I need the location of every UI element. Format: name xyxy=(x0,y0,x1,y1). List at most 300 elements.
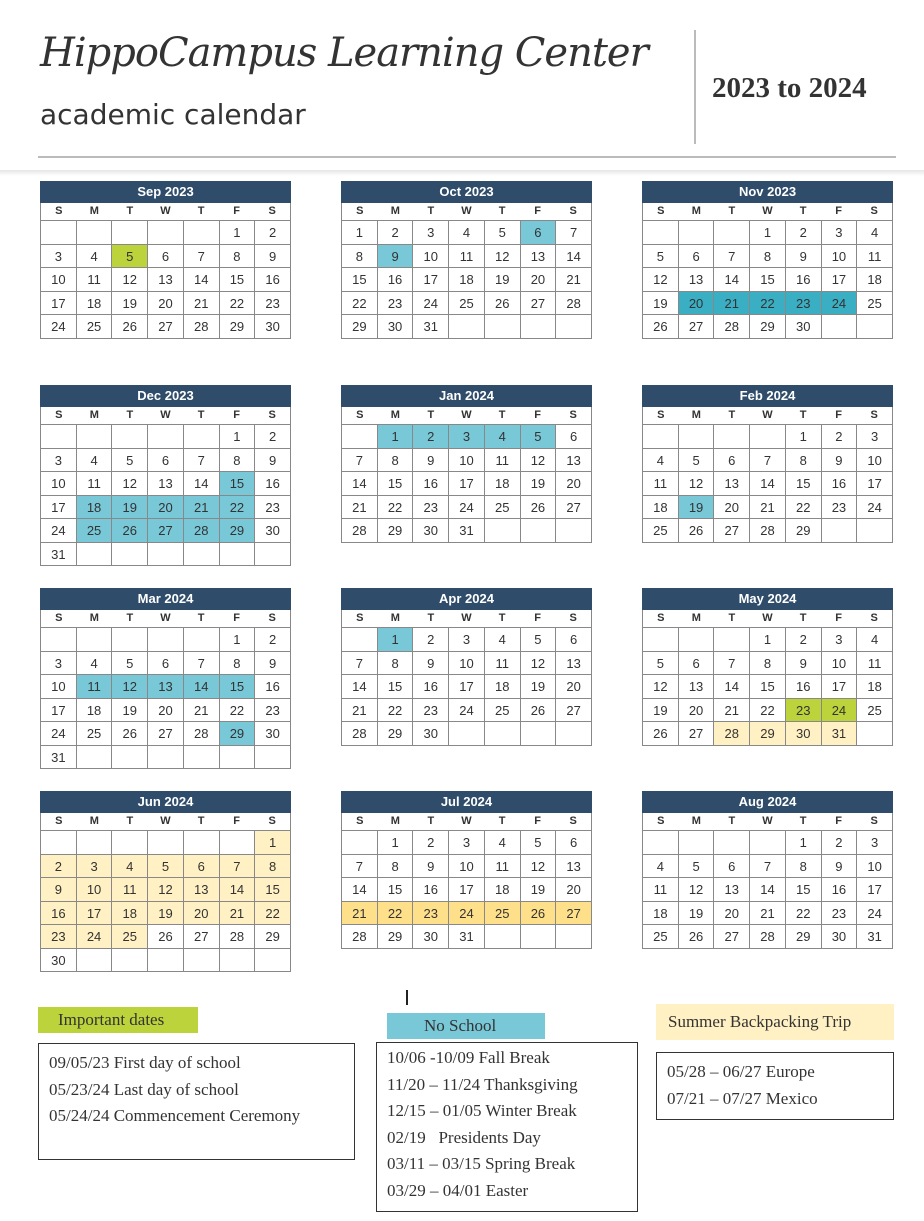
day-cell: 27 xyxy=(148,519,184,543)
empty-day-cell xyxy=(750,425,786,449)
day-cell: 12 xyxy=(485,245,521,269)
day-cell: 26 xyxy=(521,699,557,723)
day-cell: 26 xyxy=(521,496,557,520)
empty-day-cell xyxy=(220,949,256,973)
day-cell: 22 xyxy=(220,292,256,316)
day-cell: 24 xyxy=(41,519,77,543)
day-cell: 4 xyxy=(485,628,521,652)
day-cell: 16 xyxy=(413,472,449,496)
empty-day-cell xyxy=(148,221,184,245)
day-cell: 10 xyxy=(413,245,449,269)
day-cell: 24 xyxy=(449,902,485,926)
day-cell: 12 xyxy=(148,878,184,902)
empty-day-cell xyxy=(857,519,893,543)
day-cell: 28 xyxy=(184,315,220,339)
day-cell: 29 xyxy=(786,925,822,949)
day-cell: 24 xyxy=(41,315,77,339)
day-cell: 31 xyxy=(41,543,77,567)
month-calendar xyxy=(341,791,592,949)
day-cell: 18 xyxy=(485,675,521,699)
weekday-label: T xyxy=(498,205,506,217)
weekday-label: T xyxy=(498,409,506,421)
weekday-label: S xyxy=(569,612,577,624)
day-cell: 20 xyxy=(556,878,592,902)
day-cell: 27 xyxy=(184,925,220,949)
day-cell: 10 xyxy=(857,449,893,473)
day-cell: 3 xyxy=(413,221,449,245)
empty-day-cell xyxy=(148,628,184,652)
weekday-label: W xyxy=(160,815,171,827)
day-cell: 20 xyxy=(556,675,592,699)
day-cell: 20 xyxy=(679,699,715,723)
empty-day-cell xyxy=(112,543,148,567)
day-cell: 27 xyxy=(556,699,592,723)
day-cell: 5 xyxy=(521,425,557,449)
day-cell: 5 xyxy=(679,449,715,473)
weekday-label: S xyxy=(268,815,276,827)
day-cell: 2 xyxy=(822,831,858,855)
month-title: Nov 2023 xyxy=(642,181,893,203)
day-cell: 8 xyxy=(378,449,414,473)
weekday-label: M xyxy=(390,815,400,827)
day-cell: 22 xyxy=(378,902,414,926)
day-cell: 30 xyxy=(255,519,291,543)
day-grid xyxy=(341,830,592,949)
month-calendar xyxy=(40,385,291,566)
weekday-label: M xyxy=(89,612,99,624)
day-cell: 4 xyxy=(449,221,485,245)
day-cell: 20 xyxy=(148,292,184,316)
day-cell: 2 xyxy=(255,425,291,449)
day-cell: 24 xyxy=(77,925,113,949)
day-cell: 11 xyxy=(485,855,521,879)
empty-day-cell xyxy=(77,831,113,855)
legend-summer-item: 07/21 – 07/27 Mexico xyxy=(667,1088,818,1108)
empty-day-cell xyxy=(148,949,184,973)
day-cell: 31 xyxy=(449,519,485,543)
day-cell: 22 xyxy=(750,699,786,723)
day-cell: 29 xyxy=(786,519,822,543)
weekday-label: F xyxy=(835,409,842,421)
day-cell: 9 xyxy=(822,855,858,879)
day-cell: 29 xyxy=(220,315,256,339)
weekday-label: W xyxy=(461,205,472,217)
day-cell: 5 xyxy=(148,855,184,879)
day-cell: 2 xyxy=(786,628,822,652)
day-cell: 22 xyxy=(255,902,291,926)
day-cell: 26 xyxy=(679,925,715,949)
day-cell: 5 xyxy=(643,652,679,676)
day-cell: 7 xyxy=(750,855,786,879)
day-cell: 6 xyxy=(556,425,592,449)
day-cell: 19 xyxy=(643,699,679,723)
weekday-header xyxy=(40,610,291,627)
day-cell: 22 xyxy=(342,292,378,316)
day-cell: 19 xyxy=(112,496,148,520)
day-cell: 21 xyxy=(220,902,256,926)
day-cell: 11 xyxy=(77,675,113,699)
day-cell: 28 xyxy=(342,925,378,949)
day-cell: 26 xyxy=(148,925,184,949)
empty-day-cell xyxy=(714,628,750,652)
day-cell: 3 xyxy=(41,245,77,269)
day-cell: 9 xyxy=(41,878,77,902)
day-cell: 17 xyxy=(41,292,77,316)
day-cell: 14 xyxy=(184,268,220,292)
weekday-label: S xyxy=(569,815,577,827)
weekday-label: S xyxy=(356,205,364,217)
day-cell: 10 xyxy=(41,268,77,292)
day-cell: 3 xyxy=(449,831,485,855)
day-cell: 25 xyxy=(449,292,485,316)
legend-no-school-item: 10/06 -10/09 Fall Break xyxy=(387,1048,550,1067)
day-cell: 26 xyxy=(112,722,148,746)
day-cell: 4 xyxy=(857,221,893,245)
day-cell: 11 xyxy=(857,245,893,269)
day-cell: 6 xyxy=(679,652,715,676)
day-cell: 7 xyxy=(750,449,786,473)
legend-important-item: 05/24/24 Commencement Ceremony xyxy=(49,1106,301,1125)
day-cell: 22 xyxy=(220,496,256,520)
empty-day-cell xyxy=(41,831,77,855)
empty-day-cell xyxy=(184,949,220,973)
day-cell: 15 xyxy=(378,472,414,496)
header-shadow xyxy=(0,170,924,176)
day-cell: 3 xyxy=(449,425,485,449)
day-cell: 28 xyxy=(556,292,592,316)
day-cell: 8 xyxy=(220,449,256,473)
empty-day-cell xyxy=(41,628,77,652)
day-cell: 23 xyxy=(413,699,449,723)
day-cell: 22 xyxy=(378,496,414,520)
day-cell: 1 xyxy=(220,628,256,652)
day-cell: 1 xyxy=(378,425,414,449)
day-cell: 17 xyxy=(41,699,77,723)
day-cell: 12 xyxy=(521,449,557,473)
day-cell: 2 xyxy=(413,831,449,855)
day-grid xyxy=(40,424,291,566)
legend-no-school-item: 12/15 – 01/05 Winter Break xyxy=(387,1101,577,1120)
day-cell: 10 xyxy=(41,675,77,699)
day-cell: 6 xyxy=(556,628,592,652)
day-cell: 27 xyxy=(714,519,750,543)
day-cell: 8 xyxy=(750,652,786,676)
day-cell: 4 xyxy=(112,855,148,879)
day-cell: 19 xyxy=(643,292,679,316)
weekday-label: M xyxy=(390,205,400,217)
empty-day-cell xyxy=(184,831,220,855)
weekday-label: M xyxy=(89,205,99,217)
weekday-label: F xyxy=(233,612,240,624)
weekday-label: S xyxy=(268,205,276,217)
day-cell: 26 xyxy=(643,315,679,339)
weekday-header xyxy=(40,407,291,424)
day-cell: 29 xyxy=(220,722,256,746)
weekday-label: S xyxy=(870,612,878,624)
day-cell: 21 xyxy=(714,699,750,723)
weekday-label: T xyxy=(728,205,736,217)
day-cell: 17 xyxy=(449,472,485,496)
day-cell: 22 xyxy=(378,699,414,723)
day-cell: 19 xyxy=(112,292,148,316)
day-cell: 26 xyxy=(485,292,521,316)
day-cell: 25 xyxy=(112,925,148,949)
weekday-label: M xyxy=(89,815,99,827)
day-cell: 13 xyxy=(556,652,592,676)
day-cell: 25 xyxy=(857,699,893,723)
day-cell: 17 xyxy=(822,675,858,699)
day-cell: 24 xyxy=(449,699,485,723)
legend-no-school-item: 03/29 – 04/01 Easter xyxy=(387,1180,529,1200)
day-cell: 8 xyxy=(378,855,414,879)
day-cell: 26 xyxy=(679,519,715,543)
weekday-label: M xyxy=(691,205,701,217)
weekday-header xyxy=(341,407,592,424)
weekday-label: S xyxy=(657,409,665,421)
day-cell: 1 xyxy=(220,425,256,449)
empty-day-cell xyxy=(485,925,521,949)
day-cell: 14 xyxy=(750,472,786,496)
weekday-label: T xyxy=(498,612,506,624)
day-cell: 11 xyxy=(449,245,485,269)
day-cell: 23 xyxy=(413,496,449,520)
day-cell: 7 xyxy=(342,855,378,879)
day-cell: 14 xyxy=(750,878,786,902)
weekday-label: T xyxy=(126,612,134,624)
empty-day-cell xyxy=(714,831,750,855)
day-cell: 24 xyxy=(413,292,449,316)
day-cell: 25 xyxy=(485,699,521,723)
empty-day-cell xyxy=(521,315,557,339)
day-cell: 23 xyxy=(822,496,858,520)
weekday-label: F xyxy=(233,409,240,421)
day-cell: 9 xyxy=(786,245,822,269)
empty-day-cell xyxy=(643,628,679,652)
day-cell: 9 xyxy=(413,449,449,473)
day-cell: 30 xyxy=(378,315,414,339)
day-cell: 6 xyxy=(521,221,557,245)
empty-day-cell xyxy=(822,519,858,543)
day-cell: 16 xyxy=(822,878,858,902)
day-cell: 7 xyxy=(714,652,750,676)
day-cell: 30 xyxy=(413,519,449,543)
weekday-label: S xyxy=(55,205,63,217)
day-cell: 21 xyxy=(184,699,220,723)
day-cell: 27 xyxy=(521,292,557,316)
day-cell: 31 xyxy=(449,925,485,949)
weekday-label: M xyxy=(691,815,701,827)
day-cell: 21 xyxy=(342,496,378,520)
day-grid xyxy=(642,627,893,746)
day-cell: 22 xyxy=(750,292,786,316)
weekday-label: S xyxy=(356,409,364,421)
empty-day-cell xyxy=(184,543,220,567)
day-cell: 16 xyxy=(786,675,822,699)
empty-day-cell xyxy=(679,831,715,855)
empty-day-cell xyxy=(220,746,256,770)
month-title: Jul 2024 xyxy=(341,791,592,813)
empty-day-cell xyxy=(750,831,786,855)
month-calendar xyxy=(40,181,291,339)
day-cell: 27 xyxy=(714,925,750,949)
day-cell: 28 xyxy=(184,519,220,543)
day-cell: 12 xyxy=(521,855,557,879)
day-cell: 21 xyxy=(342,699,378,723)
weekday-header xyxy=(642,407,893,424)
day-cell: 14 xyxy=(220,878,256,902)
page-header xyxy=(0,0,924,172)
weekday-label: F xyxy=(835,205,842,217)
month-calendar xyxy=(642,385,893,543)
day-cell: 10 xyxy=(822,652,858,676)
weekday-label: T xyxy=(126,205,134,217)
legend-important-item: 09/05/23 First day of school xyxy=(49,1053,241,1072)
day-cell: 6 xyxy=(184,855,220,879)
day-cell: 18 xyxy=(857,268,893,292)
day-cell: 12 xyxy=(112,472,148,496)
day-cell: 9 xyxy=(413,855,449,879)
day-cell: 15 xyxy=(220,472,256,496)
empty-day-cell xyxy=(485,519,521,543)
day-cell: 12 xyxy=(112,675,148,699)
empty-day-cell xyxy=(485,722,521,746)
day-cell: 3 xyxy=(449,628,485,652)
day-cell: 31 xyxy=(822,722,858,746)
day-cell: 4 xyxy=(857,628,893,652)
day-cell: 3 xyxy=(857,831,893,855)
day-cell: 14 xyxy=(342,472,378,496)
day-cell: 23 xyxy=(822,902,858,926)
weekday-label: S xyxy=(657,205,665,217)
weekday-label: W xyxy=(461,815,472,827)
day-cell: 3 xyxy=(822,628,858,652)
weekday-label: M xyxy=(691,612,701,624)
day-cell: 24 xyxy=(822,292,858,316)
empty-day-cell xyxy=(184,746,220,770)
day-cell: 29 xyxy=(750,722,786,746)
day-cell: 18 xyxy=(857,675,893,699)
weekday-label: T xyxy=(799,409,807,421)
day-cell: 7 xyxy=(184,449,220,473)
day-cell: 19 xyxy=(679,902,715,926)
empty-day-cell xyxy=(643,221,679,245)
day-cell: 14 xyxy=(342,878,378,902)
day-cell: 31 xyxy=(857,925,893,949)
day-cell: 13 xyxy=(714,878,750,902)
month-title: Apr 2024 xyxy=(341,588,592,610)
empty-day-cell xyxy=(148,746,184,770)
day-cell: 14 xyxy=(556,245,592,269)
empty-day-cell xyxy=(255,746,291,770)
day-cell: 4 xyxy=(77,449,113,473)
year-range: 2023 to 2024 xyxy=(712,72,867,104)
day-cell: 13 xyxy=(148,268,184,292)
month-calendar xyxy=(341,181,592,339)
month-title: Jun 2024 xyxy=(40,791,291,813)
day-grid xyxy=(341,424,592,543)
day-cell: 7 xyxy=(220,855,256,879)
empty-day-cell xyxy=(41,425,77,449)
day-cell: 25 xyxy=(77,722,113,746)
day-cell: 28 xyxy=(714,722,750,746)
day-cell: 29 xyxy=(220,519,256,543)
day-cell: 10 xyxy=(449,652,485,676)
weekday-header xyxy=(341,610,592,627)
day-cell: 21 xyxy=(556,268,592,292)
empty-day-cell xyxy=(714,425,750,449)
day-cell: 6 xyxy=(148,245,184,269)
weekday-label: T xyxy=(728,612,736,624)
day-cell: 20 xyxy=(556,472,592,496)
day-cell: 3 xyxy=(41,652,77,676)
day-grid xyxy=(341,220,592,339)
weekday-label: S xyxy=(268,409,276,421)
day-cell: 2 xyxy=(255,628,291,652)
legend-no-school-label: No School xyxy=(387,1013,545,1039)
day-cell: 18 xyxy=(643,902,679,926)
empty-day-cell xyxy=(184,628,220,652)
day-cell: 2 xyxy=(378,221,414,245)
weekday-label: S xyxy=(657,612,665,624)
empty-day-cell xyxy=(521,722,557,746)
day-cell: 2 xyxy=(786,221,822,245)
day-cell: 25 xyxy=(485,902,521,926)
day-cell: 5 xyxy=(112,652,148,676)
empty-day-cell xyxy=(112,628,148,652)
page-title: HippoCampus Learning Center xyxy=(40,30,648,76)
day-cell: 24 xyxy=(41,722,77,746)
legend-summer-box xyxy=(656,1052,894,1120)
day-cell: 16 xyxy=(413,675,449,699)
empty-day-cell xyxy=(342,628,378,652)
day-cell: 11 xyxy=(485,652,521,676)
empty-day-cell xyxy=(77,425,113,449)
day-cell: 23 xyxy=(378,292,414,316)
day-grid xyxy=(642,220,893,339)
day-cell: 18 xyxy=(77,699,113,723)
day-cell: 25 xyxy=(643,925,679,949)
day-cell: 7 xyxy=(342,652,378,676)
day-cell: 31 xyxy=(41,746,77,770)
legend-no-school-box xyxy=(376,1042,638,1212)
weekday-label: W xyxy=(160,409,171,421)
weekday-label: S xyxy=(268,612,276,624)
day-cell: 1 xyxy=(750,628,786,652)
day-cell: 8 xyxy=(786,855,822,879)
empty-day-cell xyxy=(449,722,485,746)
header-divider-vertical xyxy=(694,30,696,144)
day-cell: 20 xyxy=(184,902,220,926)
day-cell: 7 xyxy=(714,245,750,269)
weekday-label: F xyxy=(534,409,541,421)
day-cell: 6 xyxy=(148,652,184,676)
day-cell: 27 xyxy=(679,722,715,746)
day-cell: 23 xyxy=(413,902,449,926)
day-cell: 17 xyxy=(449,675,485,699)
day-cell: 28 xyxy=(220,925,256,949)
day-cell: 15 xyxy=(378,878,414,902)
day-cell: 13 xyxy=(714,472,750,496)
day-cell: 15 xyxy=(255,878,291,902)
empty-day-cell xyxy=(521,519,557,543)
day-cell: 9 xyxy=(786,652,822,676)
day-cell: 26 xyxy=(521,902,557,926)
day-cell: 25 xyxy=(857,292,893,316)
day-cell: 22 xyxy=(220,699,256,723)
day-cell: 1 xyxy=(750,221,786,245)
day-cell: 3 xyxy=(822,221,858,245)
weekday-label: S xyxy=(569,409,577,421)
